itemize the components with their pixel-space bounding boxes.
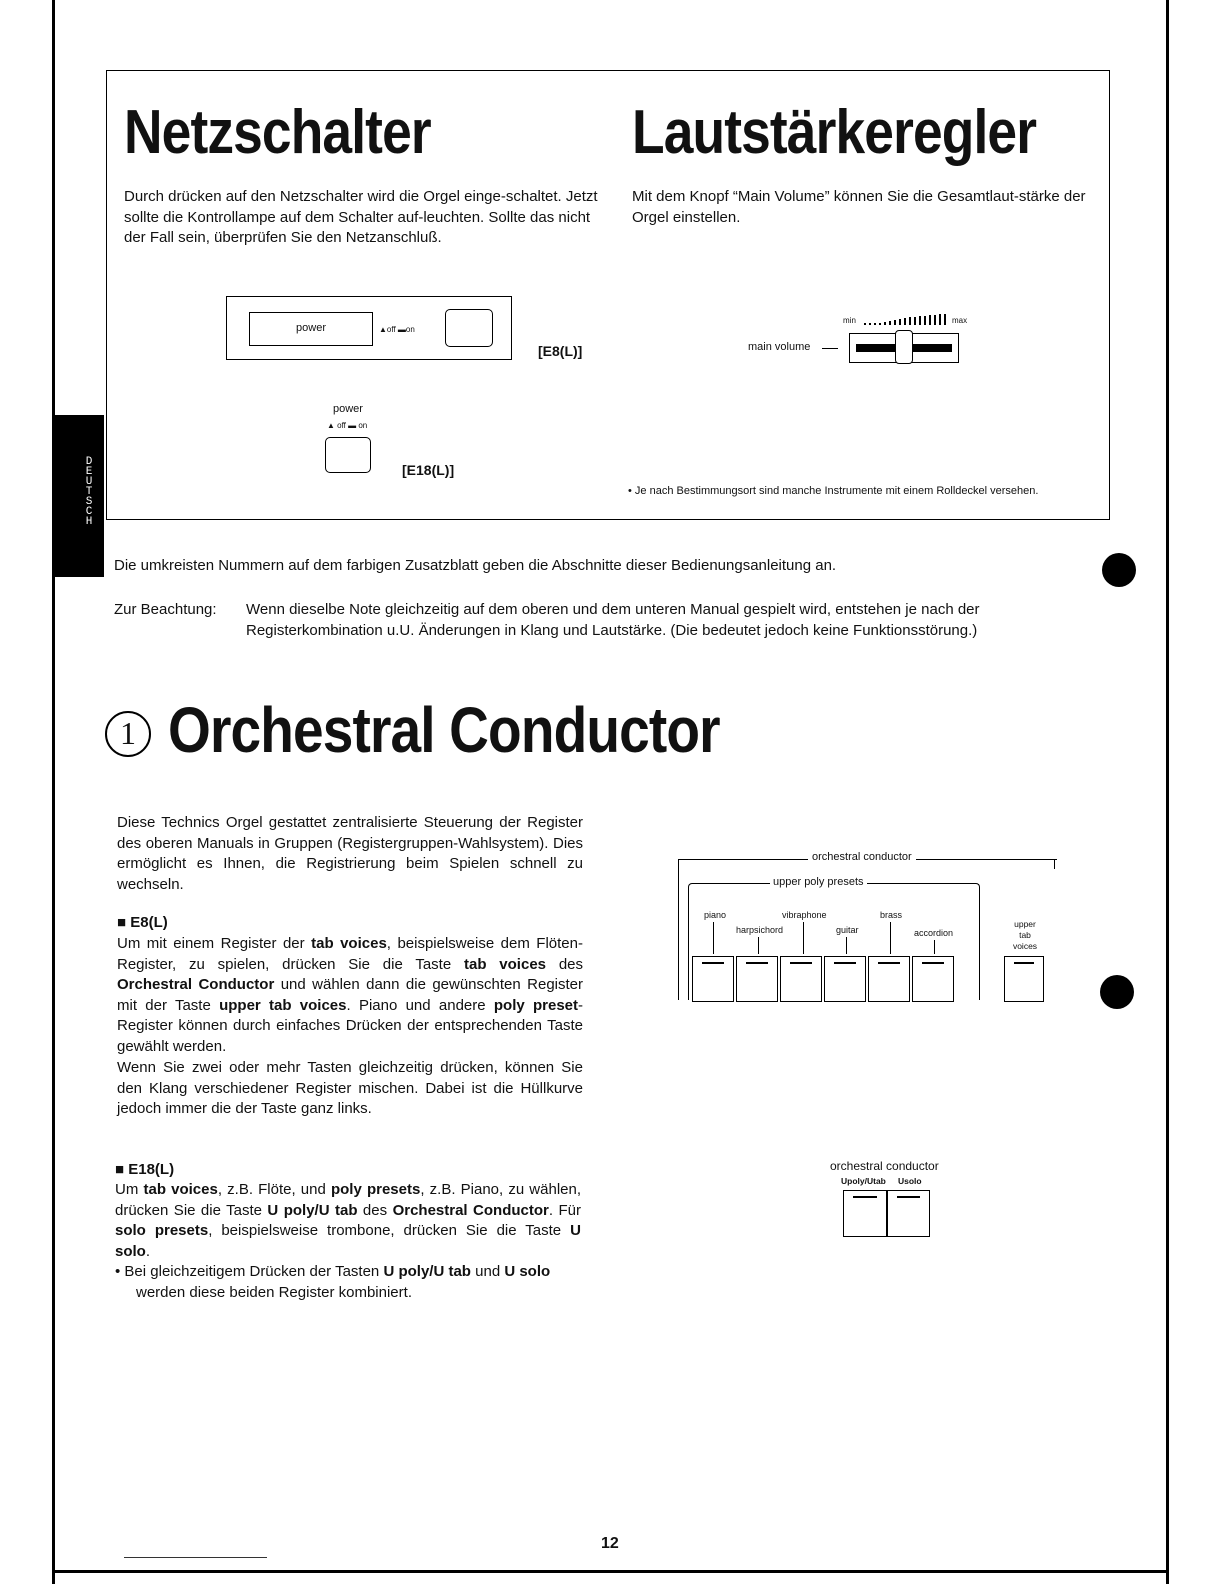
section-number-circle [105,711,151,757]
text-bold: poly presets [330,1181,421,1198]
circled-numbers-note: Die umkreisten Nummern auf dem farbigen Zusatzblatt geben die Abschnitte dieser Bedienungsanleitung an. [114,557,837,574]
leader-piano [713,922,714,954]
page-border-bottom [52,1570,1169,1573]
e8-heading-text: E8(L) [130,914,168,931]
text-bold: solo presets [115,1222,209,1239]
text-run: . Piano und andere [346,996,494,1014]
text-run: Um [115,1181,144,1198]
e8-conductor-diagram [678,851,1056,999]
volume-slider-knob[interactable] [895,330,913,364]
rolldeckel-note: • Je nach Bestimmungsort sind manche Instrumente mit einem Rolldeckel versehen. [628,485,1039,497]
page-border-left [52,0,55,1584]
e8-power-panel [226,296,512,360]
text-run: -Register können durch einfaches Drücken der entsprechenden Taste gewählt werden. [117,996,584,1055]
preset-label-brass: brass [880,910,903,920]
preset-label-piano: piano [704,910,727,920]
text-bold: Orchestral Conductor [392,1201,549,1219]
text-run: , beispielsweise trombone, drücken Sie die Taste [208,1222,571,1239]
power-lamp [445,309,493,347]
margin-dot-2 [1100,975,1134,1009]
e18-button2-label: Usolo [898,1176,922,1186]
lautstaerke-text: Mit dem Knopf “Main Volume” können Sie die Gesamtlaut-stärke der Orgel einstellen. [632,188,1086,226]
e8-model-label: [E8(L)] [538,343,583,359]
e18-bullet [115,1262,585,1303]
text-run: , beispielsweise dem Flöten-Register, zu spielen, drücken Sie die Taste [117,935,583,973]
volume-slider[interactable] [849,333,959,363]
text-run: . [145,1242,151,1260]
volume-leader-line [822,348,838,349]
text-run: und [470,1263,505,1280]
volume-max-label: max [952,316,968,325]
preset-button-guitar[interactable] [824,956,866,1002]
leader-brass [890,922,891,954]
text-run: des [357,1201,393,1219]
text-run: Um mit einem Register der [117,935,312,952]
language-tab-label: D E U T S C H [85,456,93,528]
text-run: , z.B. Flöte, und [217,1181,331,1198]
power-switch-label: power [296,322,326,334]
outer-bracket-right [1054,859,1055,869]
preset-label-accordion: accordion [914,928,954,938]
upper-tab-voices-button[interactable] [1004,956,1044,1002]
preset-label-guitar: guitar [836,925,859,935]
text-run: und wählen dann die gewünschten Register mit der Taste [117,976,583,1014]
e8-heading: ■ E8(L) [117,914,168,931]
e18-heading-text: E18(L) [128,1161,175,1178]
e18-off-on-indicator: ▲ off ▬ on [327,421,368,430]
e18-model-label: [E18(L)] [402,462,455,478]
leader-vibraphone [803,922,804,954]
e18-button1-label: Upoly/Utab [841,1176,886,1186]
text-run: , z.B. Piano, zu wählen, drücken Sie die Taste [115,1181,582,1219]
page-number: 12 [601,1535,619,1552]
section-title: Orchestral Conductor [168,694,720,766]
text-bold: tab voices [464,955,547,973]
preset-button-vibraphone[interactable] [780,956,822,1002]
preset-button-piano[interactable] [692,956,734,1002]
text-run: . Für [548,1201,581,1219]
text-bold: U solo [504,1263,551,1280]
e18-heading: ■ E18(L) [115,1161,175,1178]
text-bold: U poly/U tab [383,1263,471,1280]
volume-scale [862,314,950,328]
e18-power-button[interactable] [325,437,371,473]
off-on-indicator: ▲off ▬on [379,325,415,334]
section-number: 1 [120,715,136,751]
leader-accordion [934,940,935,954]
text-run: • Bei gleichzeitigem Drücken der Tasten [115,1263,384,1280]
text-bold: tab voices [143,1181,218,1198]
e18-paragraph [115,1180,581,1262]
inner-label: upper poly presets [770,876,867,888]
outer-label: orchestral conductor [808,851,916,863]
e18-conductor-label: orchestral conductor [830,1159,939,1173]
preset-button-brass[interactable] [868,956,910,1002]
preset-label-vibraphone: vibraphone [782,910,827,920]
attention-text: Wenn dieselbe Note gleichzeitig auf dem oberen und dem unteren Manual gespielt wird, entstehen je nach der Registerkombination u.U. Änderungen in Klang und Lautstärke. (Die bedeutet jedoch keine Funktionsstörung.) [246,601,980,639]
text-bold: poly preset [493,996,579,1014]
attention-label: Zur Beachtung: [114,601,217,618]
text-bold: U solo [115,1222,581,1260]
margin-dot [1102,553,1136,587]
text-run: werden diese beiden Register kombiniert. [136,1283,412,1301]
e18-power-label: power [333,403,363,415]
u-poly-u-tab-button[interactable] [843,1190,887,1237]
language-tab [52,415,104,577]
preset-label-harpsichord: harpsichord [736,925,784,935]
footer-rule [124,1557,267,1558]
netzschalter-title: Netzschalter [124,98,431,167]
u-solo-button[interactable] [887,1190,930,1237]
text-bold: Orchestral Conductor [117,976,275,993]
netzschalter-text: Durch drücken auf den Netzschalter wird die Orgel einge-schaltet. Jetzt sollte die Kontrollampe auf dem Schalter auf-leuchten. Sollte das nicht der Fall sein, überprüfen Sie den Netzanschluß. [124,188,598,246]
text-run: des [546,955,584,973]
upper-tab-voices-label: upper tab voices [1012,919,1038,951]
main-volume-label: main volume [748,341,811,353]
power-switch[interactable] [249,312,373,346]
text-bold: upper tab voices [219,996,347,1014]
page-border-right [1166,0,1169,1584]
e8-paragraph [117,934,583,1057]
e8-paragraph-2: Wenn Sie zwei oder mehr Tasten gleichzeitig drücken, können Sie den Klang verschiedener Register mischen. Dabei ist die Hüllkurve jedoch immer die der Taste ganz links. [117,1059,583,1117]
lautstaerke-title: Lautstärkeregler [632,98,1037,167]
section-intro: Diese Technics Orgel gestattet zentralisierte Steuerung der Register des oberen Manuals in Gruppen (Registergruppen-Wahlsystem). Dies ermöglicht es Ihnen, die Registrierung beim Spielen schnell zu wechseln. [117,814,583,893]
text-bold: tab voices [311,935,387,952]
preset-button-accordion[interactable] [912,956,954,1002]
preset-button-harpsichord[interactable] [736,956,778,1002]
leader-harpsichord [758,937,759,954]
volume-min-label: min [843,316,856,325]
leader-guitar [846,937,847,954]
text-bold: U poly/U tab [267,1201,358,1219]
